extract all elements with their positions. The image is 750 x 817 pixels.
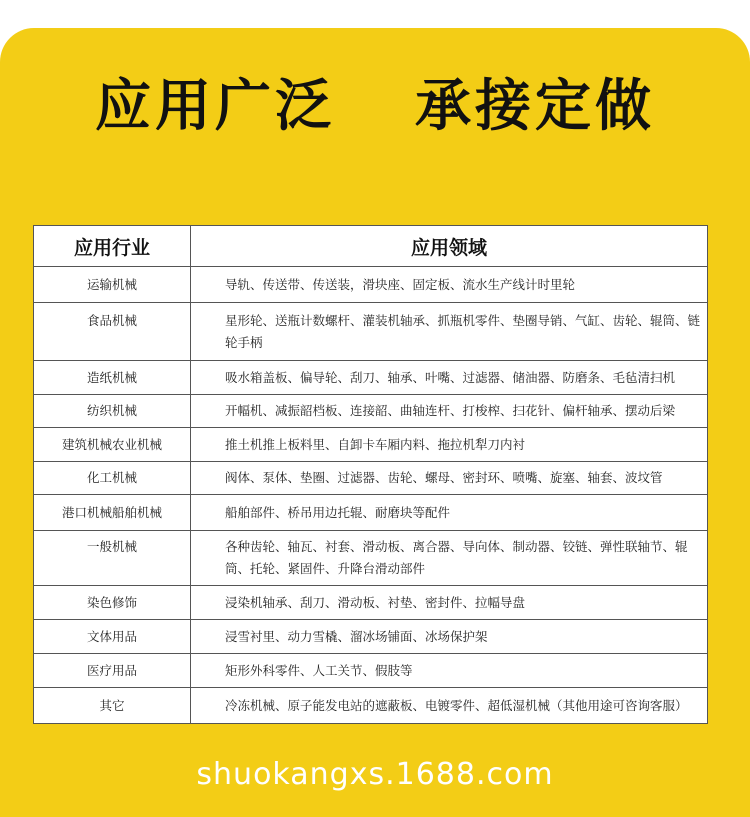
- application-cell: 浸雪衬里、动力雪橇、溜冰场铺面、冰场保护架: [191, 620, 708, 654]
- table-row: [34, 428, 708, 462]
- application-cell: 各种齿轮、轴瓦、衬套、滑动板、离合器、导向体、制动器、铰链、弹性联轴节、辊筒、托轮、紧固件、升降台滑动部件: [191, 531, 708, 586]
- application-cell: 冷冻机械、原子能发电站的遮蔽板、电镀零件、超低湿机械（其他用途可咨询客服）: [191, 688, 708, 724]
- headline-left: 应用广泛: [95, 73, 335, 139]
- industry-cell: 医疗用品: [34, 654, 191, 688]
- table-row: [34, 462, 708, 495]
- industry-cell: 造纸机械: [34, 361, 191, 395]
- table-row: [34, 495, 708, 531]
- application-cell: 船舶部件、桥吊用边托辊、耐磨块等配件: [191, 495, 708, 531]
- header-application: 应用领域: [191, 226, 708, 267]
- table-row: [34, 267, 708, 303]
- headline-right: 承接定做: [415, 73, 655, 139]
- application-cell: 星形轮、送瓶计数螺杆、灌装机轴承、抓瓶机零件、垫圈导销、气缸、齿轮、辊筒、链轮手柄: [191, 303, 708, 361]
- industry-cell: 食品机械: [34, 303, 191, 361]
- application-cell: 导轨、传送带、传送装，滑块座、固定板、流水生产线计时里轮: [191, 267, 708, 303]
- headline: [0, 62, 750, 142]
- table-header-row: [34, 226, 708, 267]
- industry-cell: 文体用品: [34, 620, 191, 654]
- header-industry: 应用行业: [34, 226, 191, 267]
- industry-cell: 港口机械船舶机械: [34, 495, 191, 531]
- table-row: [34, 395, 708, 428]
- industry-cell: 染色修饰: [34, 586, 191, 620]
- application-cell: 阀体、泵体、垫圈、过滤器、齿轮、螺母、密封环、喷嘴、旋塞、轴套、波坟管: [191, 462, 708, 495]
- application-cell: 推土机推上板料里、自卸卡车厢内料、拖拉机犁刀内衬: [191, 428, 708, 462]
- industry-cell: 其它: [34, 688, 191, 724]
- table-row: [34, 361, 708, 395]
- table-row: [34, 303, 708, 361]
- table-row: [34, 620, 708, 654]
- table-row: [34, 586, 708, 620]
- application-table: [33, 225, 708, 724]
- industry-cell: 一般机械: [34, 531, 191, 586]
- application-cell: 浸染机轴承、刮刀、滑动板、衬垫、密封件、拉幅导盘: [191, 586, 708, 620]
- industry-cell: 纺织机械: [34, 395, 191, 428]
- industry-cell: 运输机械: [34, 267, 191, 303]
- industry-cell: 化工机械: [34, 462, 191, 495]
- application-cell: 吸水箱盖板、偏导轮、刮刀、轴承、叶嘴、过滤器、储油器、防磨条、毛毡清扫机: [191, 361, 708, 395]
- table-row: [34, 654, 708, 688]
- table-row: [34, 688, 708, 724]
- application-cell: 矩形外科零件、人工关节、假肢等: [191, 654, 708, 688]
- industry-cell: 建筑机械农业机械: [34, 428, 191, 462]
- table-row: [34, 531, 708, 586]
- store-url-watermark: shuokangxs.1688.com: [196, 757, 554, 792]
- application-cell: 开幅机、减振韶档板、连接韶、曲轴连杆、打梭榨、扫花针、偏杆轴承、摆动后梁: [191, 395, 708, 428]
